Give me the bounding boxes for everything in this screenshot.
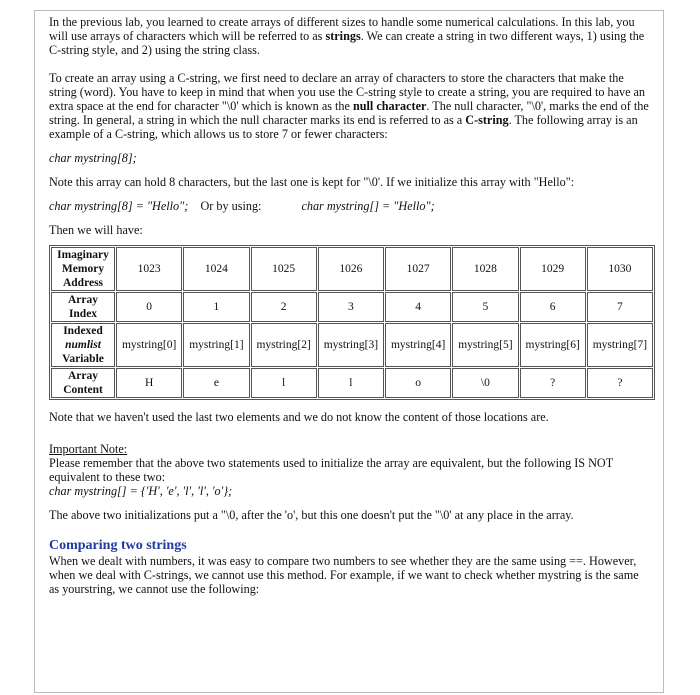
address-cell: 1027 [385, 247, 451, 291]
note-hold-characters: Note this array can hold 8 characters, but the last one is kept for "\0'. If we initialize this array with "Hello": [49, 175, 575, 189]
variable-cell: mystring[5] [452, 323, 518, 367]
index-cell: 3 [318, 292, 384, 322]
row-array-index [51, 292, 653, 322]
header-array-content: Array Content [51, 368, 115, 398]
header-memory-address: Imaginary Memory Address [51, 247, 115, 291]
header-indexed-variable: Indexed numlist Variable [51, 323, 115, 367]
document-page [34, 10, 664, 693]
variable-cell: mystring[0] [116, 323, 182, 367]
code-declaration: char mystring[8]; [49, 151, 137, 165]
content-cell: ? [587, 368, 653, 398]
content-cell: \0 [452, 368, 518, 398]
header-array-index: Array Index [51, 292, 115, 322]
section-title-comparing-strings: Comparing two strings [49, 538, 187, 553]
variable-cell: mystring[7] [587, 323, 653, 367]
index-cell: 1 [183, 292, 249, 322]
variable-cell: mystring[4] [385, 323, 451, 367]
address-cell: 1028 [452, 247, 518, 291]
address-cell: 1030 [587, 247, 653, 291]
then-we-have: Then we will have: [49, 223, 143, 237]
note-unused-elements: Note that we haven't used the last two elements and we do not know the content of those locations are. [49, 410, 549, 424]
content-cell: H [116, 368, 182, 398]
string-array-table [49, 245, 655, 400]
index-cell: 4 [385, 292, 451, 322]
init-code-a: char mystring[8] = "Hello"; [49, 199, 189, 213]
row-memory-address [51, 247, 653, 291]
init-code-b: char mystring[] = "Hello"; [301, 199, 435, 213]
init-or-label: Or by using: [200, 199, 262, 213]
address-cell: 1023 [116, 247, 182, 291]
content-cell: l [251, 368, 317, 398]
content-cell: o [385, 368, 451, 398]
content-cell: e [183, 368, 249, 398]
address-cell: 1025 [251, 247, 317, 291]
content-cell: ? [520, 368, 586, 398]
variable-cell: mystring[3] [318, 323, 384, 367]
index-cell: 0 [116, 292, 182, 322]
above-two-note: The above two initializations put a "\0, after the 'o', but this one doesn't put the "\0' at any place in the array. [49, 508, 574, 522]
index-cell: 7 [587, 292, 653, 322]
intro-paragraph-1: In the previous lab, you learned to create arrays of different sizes to handle some numerical calculations. In this lab, you will use arrays of characters which will be referred to as strings. We can create a string in two different ways, 1) using the C-string style, and 2) using the string class. [49, 15, 645, 57]
content-cell: l [318, 368, 384, 398]
row-indexed-variable [51, 323, 653, 367]
important-note-text: Please remember that the above two statements used to initialize the array are equivalent, but the following IS NOT equivalent to these two: [49, 456, 613, 484]
address-cell: 1029 [520, 247, 586, 291]
intro-paragraph-2: To create an array using a C-string, we first need to declare an array of characters to store the characters that make the string (word). You have to keep in mind that when you use the C-string style to create a string, you are required to have an extra space at the end for character "\0' which is known as the null character. The null character, "\0', marks the end of the string. In general, a string in which the null character marks its end is referred to as a C-string. The following array is an example of a C-string, which allows us to store 7 or fewer characters: [49, 71, 649, 141]
important-note-title: Important Note: [49, 442, 128, 456]
index-cell: 6 [520, 292, 586, 322]
variable-cell: mystring[2] [251, 323, 317, 367]
index-cell: 5 [452, 292, 518, 322]
index-cell: 2 [251, 292, 317, 322]
variable-cell: mystring[1] [183, 323, 249, 367]
comparing-strings-text: When we dealt with numbers, it was easy to compare two numbers to see whether they are the same using ==. However, when we deal with C-strings, we cannot use this method. For example, if we want to check whether mystring is the same as yourstring, we cannot use the following: [49, 554, 639, 596]
address-cell: 1026 [318, 247, 384, 291]
address-cell: 1024 [183, 247, 249, 291]
initialization-line [49, 199, 649, 213]
row-array-content [51, 368, 653, 398]
variable-cell: mystring[6] [520, 323, 586, 367]
important-note-code: char mystring[] = {'H', 'e', 'l', 'l', 'o'}; [49, 484, 233, 498]
